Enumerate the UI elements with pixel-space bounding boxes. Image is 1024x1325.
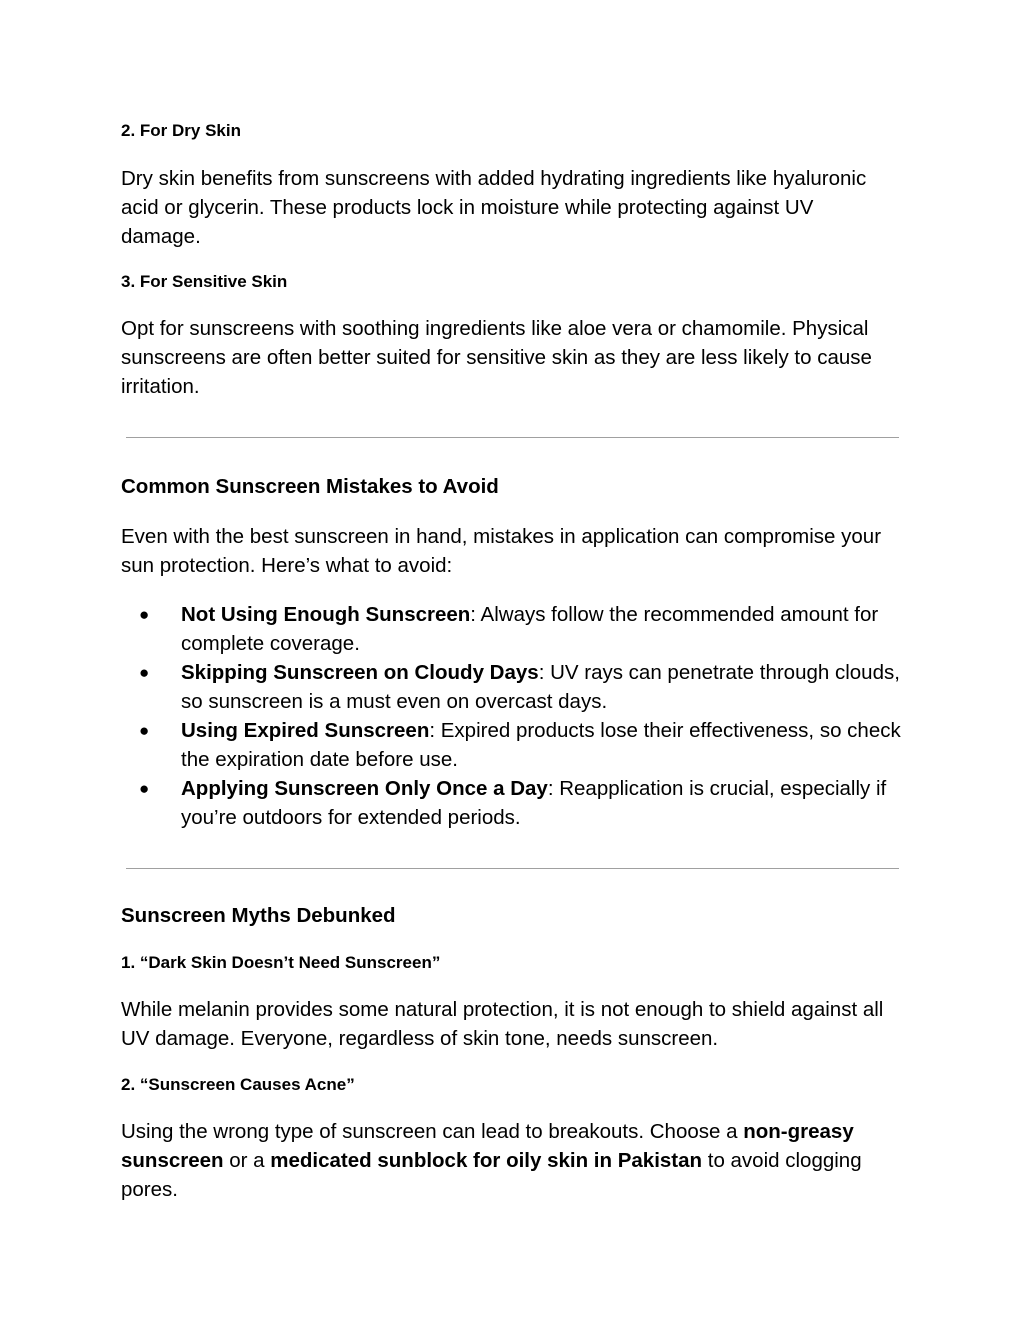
paragraph-myth-dark-skin: While melanin provides some natural protection, it is not enough to shield against all UV damage. Everyone, regardless of skin tone, needs sunscreen. [121, 998, 884, 1050]
heading-myths-debunked: Sunscreen Myths Debunked [121, 904, 396, 927]
horizontal-divider [126, 868, 899, 869]
heading-sensitive-skin: 3. For Sensitive Skin [121, 272, 288, 291]
horizontal-divider [126, 437, 899, 438]
heading-myth-dark-skin: 1. “Dark Skin Doesn’t Need Sunscreen” [121, 953, 441, 972]
bullet-icon: ● [139, 779, 150, 798]
list-item-title: Using Expired Sunscreen [181, 719, 430, 742]
list-item-title: Skipping Sunscreen on Cloudy Days [181, 661, 539, 684]
list-item [121, 658, 901, 716]
bullet-icon: ● [139, 663, 150, 682]
acne-text-2: or a [223, 1149, 271, 1172]
heading-myth-acne: 2. “Sunscreen Causes Acne” [121, 1075, 355, 1094]
paragraph-sensitive-skin: Opt for sunscreens with soothing ingredients like aloe vera or chamomile. Physical sunscreens are often better suited for sensitive skin as they are less likely to cause irritation. [121, 317, 872, 398]
list-item-text: : Reapplication is crucial, especially if you’re outdoors for extended periods. [181, 777, 887, 829]
acne-bold-2: medicated sunblock for oily skin in Pakistan [270, 1149, 703, 1172]
acne-text-1: Using the wrong type of sunscreen can lead to breakouts. Choose a [121, 1120, 744, 1143]
heading-dry-skin: 2. For Dry Skin [121, 121, 241, 140]
heading-common-mistakes: Common Sunscreen Mistakes to Avoid [121, 475, 499, 498]
bullet-icon: ● [139, 721, 150, 740]
list-item [121, 716, 901, 774]
paragraph-mistakes-intro: Even with the best sunscreen in hand, mistakes in application can compromise your sun protection. Here’s what to avoid: [121, 525, 882, 577]
list-item [121, 600, 901, 658]
acne-text-3: to avoid clogging pores. [121, 1149, 862, 1201]
paragraph-dry-skin: Dry skin benefits from sunscreens with added hydrating ingredients like hyaluronic acid or glycerin. These products lock in moisture while protecting against UV damage. [121, 167, 867, 248]
list-item-title: Applying Sunscreen Only Once a Day [181, 777, 548, 800]
mistakes-list [121, 600, 901, 832]
paragraph-myth-acne [121, 1117, 906, 1204]
list-item-title: Not Using Enough Sunscreen [181, 603, 471, 626]
bullet-icon: ● [139, 605, 150, 624]
list-item-text: : UV rays can penetrate through clouds, so sunscreen is a must even on overcast days. [181, 661, 900, 713]
acne-bold-1: non-greasy sunscreen [121, 1120, 854, 1172]
list-item-text: : Expired products lose their effectiveness, so check the expiration date before use. [181, 719, 901, 771]
list-item-text: : Always follow the recommended amount for complete coverage. [181, 603, 879, 655]
list-item [121, 774, 901, 832]
